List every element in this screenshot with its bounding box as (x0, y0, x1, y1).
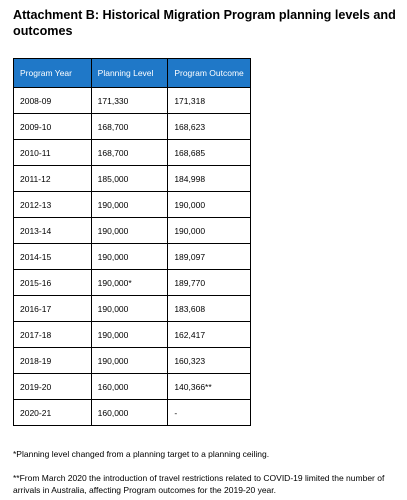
table-row (14, 400, 251, 426)
table-row (14, 348, 251, 374)
cell-planning: 160,000 (91, 400, 168, 426)
table-row (14, 140, 251, 166)
header-planning-level: Planning Level (91, 59, 168, 88)
table-row (14, 88, 251, 114)
cell-outcome: 190,000 (168, 192, 251, 218)
cell-year: 2020-21 (14, 400, 92, 426)
cell-year: 2019-20 (14, 374, 92, 400)
footnote-covid: **From March 2020 the introduction of travel restrictions related to COVID-19 limited the number of arrivals in Australia, affecting Program outcomes for the 2019-20 year. (13, 473, 385, 495)
cell-planning: 190,000* (91, 270, 168, 296)
cell-year: 2018-19 (14, 348, 92, 374)
cell-outcome: 183,608 (168, 296, 251, 322)
cell-year: 2011-12 (14, 166, 92, 192)
cell-outcome: 189,770 (168, 270, 251, 296)
table-row (14, 166, 251, 192)
header-program-outcome: Program Outcome (168, 59, 251, 88)
table-row (14, 296, 251, 322)
cell-outcome: 140,366** (168, 374, 251, 400)
table-header-row (14, 59, 251, 88)
table-row (14, 374, 251, 400)
cell-year: 2014-15 (14, 244, 92, 270)
cell-planning: 171,330 (91, 88, 168, 114)
cell-planning: 190,000 (91, 244, 168, 270)
cell-outcome: 160,323 (168, 348, 251, 374)
table-row (14, 244, 251, 270)
cell-year: 2010-11 (14, 140, 92, 166)
cell-year: 2015-16 (14, 270, 92, 296)
footnote-planning-ceiling: *Planning level changed from a planning target to a planning ceiling. (13, 449, 270, 459)
cell-planning: 168,700 (91, 140, 168, 166)
cell-planning: 185,000 (91, 166, 168, 192)
cell-planning: 160,000 (91, 374, 168, 400)
cell-planning: 190,000 (91, 192, 168, 218)
cell-planning: 190,000 (91, 348, 168, 374)
cell-planning: 168,700 (91, 114, 168, 140)
cell-year: 2009-10 (14, 114, 92, 140)
header-program-year: Program Year (14, 59, 92, 88)
table-row (14, 114, 251, 140)
cell-outcome: 168,623 (168, 114, 251, 140)
cell-outcome: 162,417 (168, 322, 251, 348)
cell-outcome: 171,318 (168, 88, 251, 114)
cell-outcome: 184,998 (168, 166, 251, 192)
page-title: Attachment B: Historical Migration Program planning levels and outcomes (13, 8, 396, 38)
cell-year: 2013-14 (14, 218, 92, 244)
cell-planning: 190,000 (91, 296, 168, 322)
cell-year: 2012-13 (14, 192, 92, 218)
cell-year: 2016-17 (14, 296, 92, 322)
cell-year: 2017-18 (14, 322, 92, 348)
table-row (14, 218, 251, 244)
table-row (14, 192, 251, 218)
cell-planning: 190,000 (91, 218, 168, 244)
cell-outcome: 189,097 (168, 244, 251, 270)
cell-planning: 190,000 (91, 322, 168, 348)
cell-outcome: 168,685 (168, 140, 251, 166)
cell-outcome: - (168, 400, 251, 426)
cell-outcome: 190,000 (168, 218, 251, 244)
cell-year: 2008-09 (14, 88, 92, 114)
table-row (14, 322, 251, 348)
migration-table (13, 58, 251, 426)
table-row (14, 270, 251, 296)
